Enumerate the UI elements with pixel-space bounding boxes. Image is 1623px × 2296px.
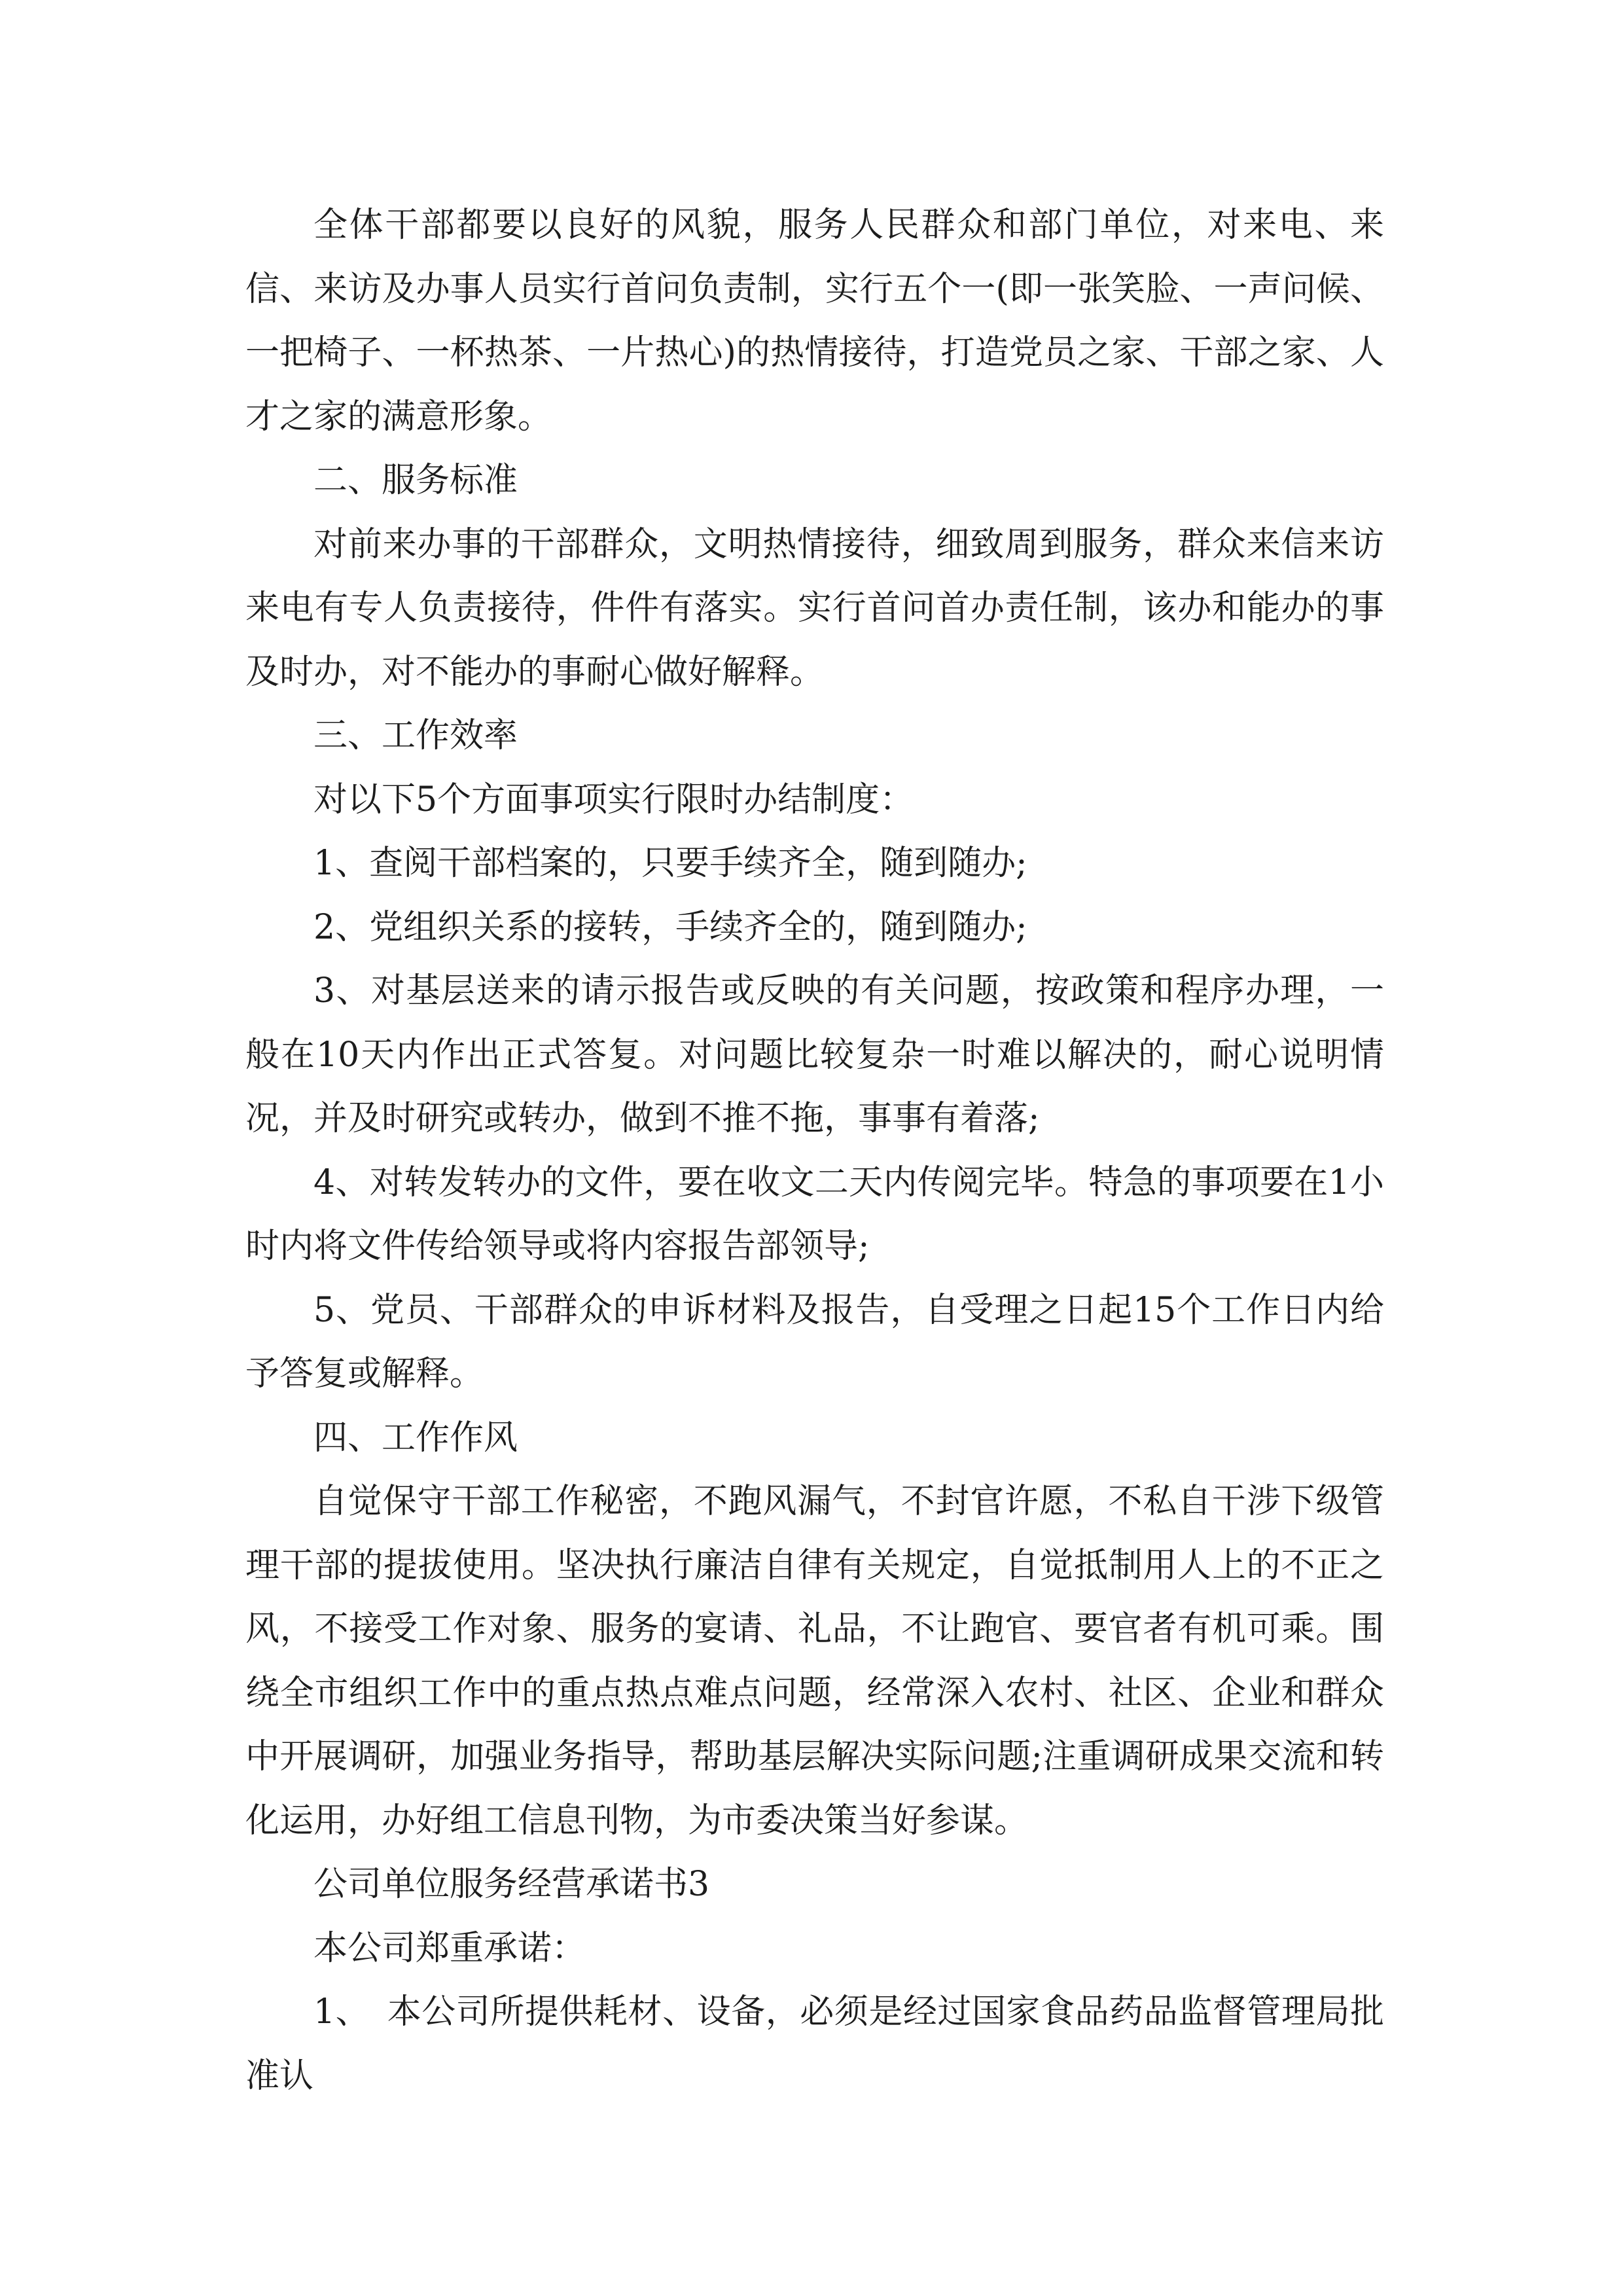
paragraph-service-standard: 对前来办事的干部群众，文明热情接待，细致周到服务，群众来信来访来电有专人负责接待，件件有落实。实行首问首办责任制，该办和能办的事及时办，对不能办的事耐心做好解释。 [245,524,1384,692]
heading-work-style: 四、工作作风 [313,1418,518,1458]
paragraph-reception-duty: 全体干部都要以良好的风貌，服务人民群众和部门单位，对来电、来信、来访及办事人员实行首问负责制，实行五个一(即一张笑脸、一声问候、一把椅子、一杯热茶、一片热心)的热情接待，打造党员之家、干部之家、人才之家的满意形象。 [245,206,1384,437]
list-item-5: 5、党员、干部群众的申诉材料及报告，自受理之日起15个工作日内给予答复或解释。 [245,1290,1384,1393]
paragraph-work-style: 自觉保守干部工作秘密，不跑风漏气，不封官许愿，不私自干涉下级管理干部的提拔使用。坚决执行廉洁自律有关规定，自觉抵制用人上的不正之风，不接受工作对象、服务的宴请、礼品，不让跑官、要官者有机可乘。围绕全市组织工作中的重点热点难点问题，经常深入农村、社区、企业和群众中开展调研，加强业务指导，帮助基层解决实际问题;注重调研成果交流和转化运用，办好组工信息刊物，为市委决策当好参谋。 [245,1482,1384,1840]
document-body [245,194,1384,2108]
list-item-2: 2、党组织关系的接转，手续齐全的，随到随办; [313,907,1027,947]
list-item-1: 1、查阅干部档案的，只要手续齐全，随到随办; [313,844,1027,883]
list-item-3: 3、对基层送来的请示报告或反映的有关问题，按政策和程序办理，一般在10天内作出正式答复。对问题比较复杂一时难以解决的，耐心说明情况，并及时研究或转办，做到不推不拖，事事有着落; [245,971,1384,1138]
section-title-commitment-3: 公司单位服务经营承诺书3 [313,1865,710,1904]
heading-service-standard: 二、服务标准 [313,461,518,500]
heading-work-efficiency: 三、工作效率 [313,716,518,755]
paragraph-time-limit-intro: 对以下5个方面事项实行限时办结制度： [313,780,914,819]
list-item-4: 4、对转发转办的文件，要在收文二天内传阅完毕。特急的事项要在1小时内将文件传给领导或将内容报告部领导; [245,1162,1384,1266]
pledge-item-1: 1、 本公司所提供耗材、设备，必须是经过国家食品药品监督管理局批准认 [245,1992,1384,2096]
paragraph-solemn-pledge: 本公司郑重承诺： [313,1928,586,1968]
